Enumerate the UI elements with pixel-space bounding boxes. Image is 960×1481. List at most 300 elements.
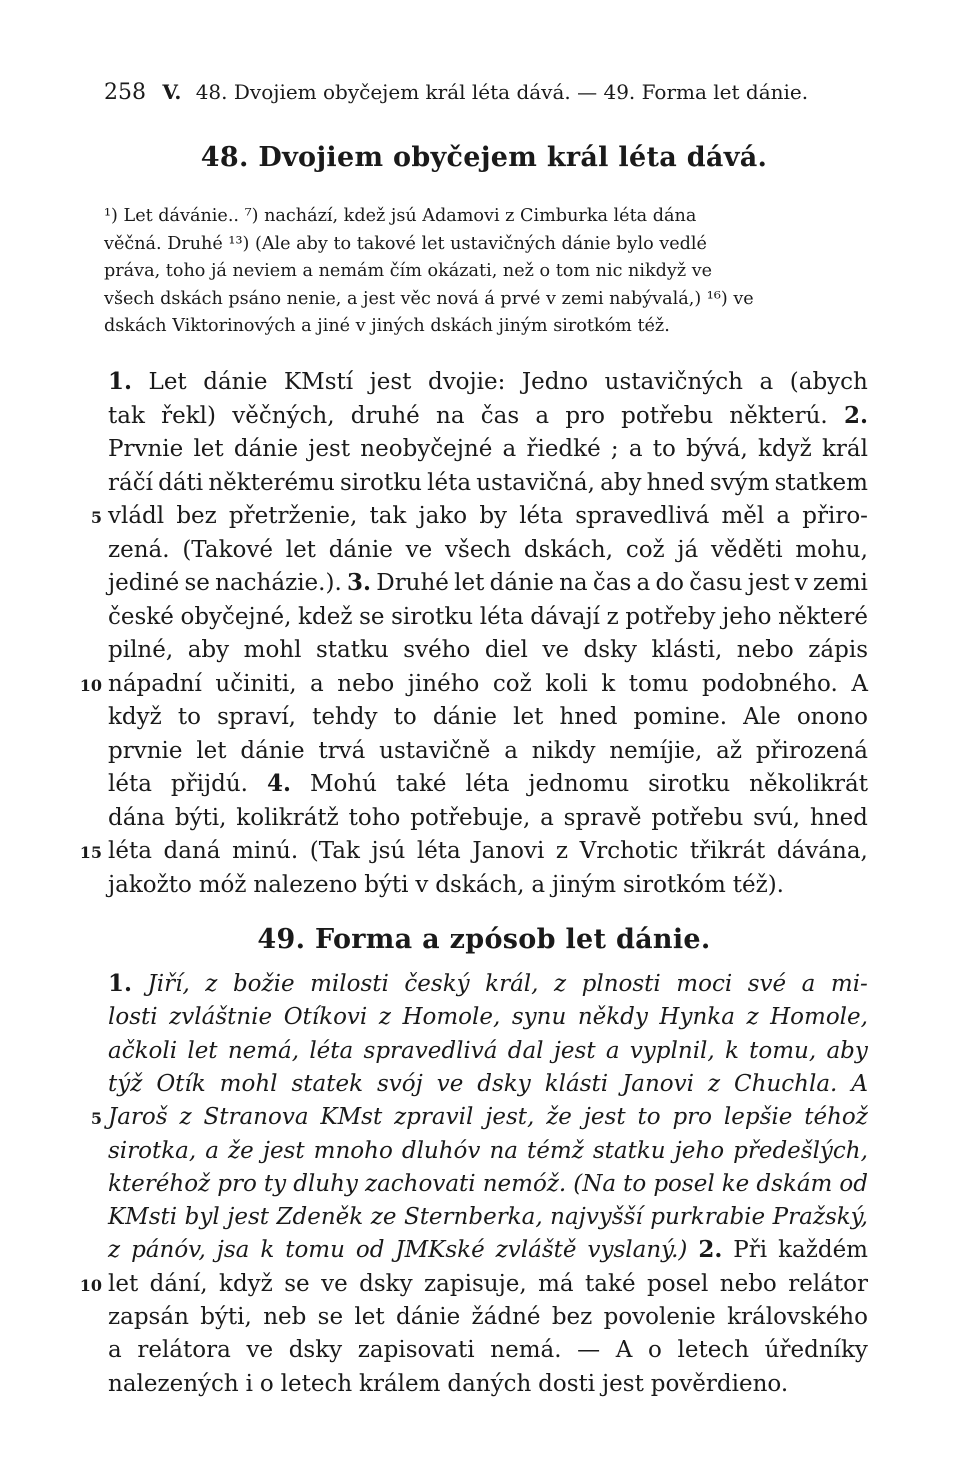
text-line	[108, 835, 868, 867]
text-line	[108, 601, 868, 633]
word: ve	[436, 1070, 464, 1097]
word: let	[196, 737, 227, 764]
word: statek	[291, 1070, 364, 1097]
word: mnoho	[313, 1137, 393, 1164]
word: mi-	[830, 971, 868, 997]
word: o	[259, 1370, 274, 1397]
word: také	[395, 771, 447, 797]
text-line	[108, 1234, 868, 1266]
word: svú,	[753, 804, 801, 831]
note-line: všech dskách psáno nenie, a jest věc nová á prvé v zemi nabývalá,) ¹⁶) ve	[104, 288, 754, 309]
word: a	[776, 503, 791, 529]
word: dluhóv	[401, 1137, 481, 1164]
word: svým	[709, 469, 770, 496]
text-line	[108, 1068, 868, 1100]
word: ustavičně	[379, 737, 491, 764]
word: jsa	[216, 1237, 250, 1264]
word: daná	[163, 838, 221, 864]
word: jiným	[551, 871, 617, 898]
text-line	[108, 1334, 868, 1366]
margin-line-number: 5	[90, 508, 102, 527]
word: purkrabie	[650, 1204, 766, 1231]
note-line: věčná. Druhé ¹³) (Ale aby to takové let ustavičných dánie bylo vedlé	[104, 233, 707, 254]
word: z	[746, 1004, 759, 1031]
word: hned	[809, 804, 868, 831]
word: své	[747, 971, 787, 997]
word: Chuchla.	[734, 1070, 838, 1097]
word: a	[628, 436, 643, 462]
word: král,	[485, 971, 539, 997]
word: potřebu	[651, 804, 744, 831]
word: se	[359, 603, 385, 630]
word: pilné,	[108, 637, 174, 663]
margin-line-number: 15	[79, 843, 102, 862]
word: léta	[519, 503, 564, 529]
word: z	[179, 1104, 192, 1131]
word: dánie	[203, 369, 268, 395]
word: k	[601, 670, 616, 697]
word: —	[577, 1337, 601, 1364]
word: ve	[542, 637, 570, 663]
word: vyplnil,	[629, 1037, 715, 1064]
word: posel	[647, 1270, 709, 1297]
word: móž	[198, 871, 247, 898]
word: spravě	[563, 804, 642, 831]
word: hned	[646, 469, 705, 496]
word: žádné	[471, 1304, 541, 1330]
text-line	[108, 1201, 868, 1233]
word: Prvnie	[108, 436, 184, 462]
word: pro	[565, 402, 605, 429]
word: a	[531, 871, 546, 898]
word: letech	[280, 1370, 353, 1397]
word: bez	[551, 1304, 593, 1330]
text-line	[108, 433, 868, 465]
word: jest	[553, 1037, 596, 1064]
word: dsky	[477, 1070, 531, 1097]
word: dávána,	[776, 838, 868, 864]
text-line	[108, 534, 868, 566]
word: času	[689, 570, 743, 596]
page-number: 258	[104, 80, 146, 105]
word: byl	[184, 1204, 220, 1231]
word: klásti	[544, 1070, 609, 1097]
word: tomu	[628, 670, 689, 697]
word: potřebuje,	[410, 804, 531, 831]
word: býti,	[200, 1304, 252, 1330]
word: mohu,	[795, 536, 868, 563]
word: aby	[187, 637, 230, 663]
word: letech	[677, 1337, 750, 1364]
word: zachovati	[364, 1170, 476, 1197]
word: přijdú.	[170, 771, 248, 797]
word: jeho	[722, 603, 772, 630]
text-line	[108, 634, 868, 666]
word: aby	[826, 1037, 868, 1064]
word: (Tak	[309, 838, 360, 864]
word: léta	[309, 1037, 354, 1064]
word: dánie	[489, 570, 554, 596]
word: tehdy	[312, 704, 378, 730]
text-line	[108, 968, 868, 1000]
word: ve	[405, 536, 433, 563]
word: ačkoli	[108, 1037, 178, 1064]
word: nacházie.).	[215, 570, 342, 596]
word: by	[479, 503, 508, 529]
word: A	[851, 1070, 868, 1097]
word: Hynka	[659, 1004, 735, 1031]
word: let	[108, 1270, 139, 1297]
word: nemá,	[227, 1037, 300, 1064]
word: věčných,	[232, 402, 335, 429]
word: řekl)	[161, 402, 217, 429]
word: na	[489, 1137, 518, 1164]
word: Homole,	[402, 1004, 501, 1031]
word: týž	[108, 1070, 143, 1097]
note-line: práva, toho já neviem a nemám čím okázati, než o tom nic nikdyž ve	[104, 261, 713, 281]
word: dosti	[538, 1370, 596, 1397]
word: druhé	[350, 402, 420, 429]
word: JMKské	[395, 1237, 485, 1264]
word: dvojie:	[427, 369, 506, 395]
word: přirozená	[755, 737, 868, 764]
word: jako	[418, 503, 468, 529]
word: královského	[727, 1304, 868, 1330]
word: léta	[465, 771, 510, 797]
word: jednomu	[528, 771, 630, 797]
word: dskách,	[435, 871, 525, 898]
word: pověrdieno.	[650, 1370, 789, 1397]
word: vyslaný.)	[587, 1237, 688, 1264]
word: a	[605, 1037, 620, 1064]
word: zvláštnie	[169, 1004, 273, 1031]
word: a	[540, 804, 554, 831]
word: a	[504, 737, 518, 764]
word: A	[615, 1337, 633, 1364]
word: dsky	[583, 637, 638, 663]
word: což	[625, 536, 665, 563]
word: Otíkovi	[283, 1004, 368, 1031]
word: od	[839, 1170, 868, 1197]
word: trvá	[318, 737, 366, 764]
word: bez	[176, 503, 217, 529]
word: až	[716, 737, 743, 764]
word: božie	[232, 971, 295, 997]
word: také	[585, 1270, 636, 1297]
word: Jaroš	[108, 1104, 168, 1131]
word: 2.	[843, 401, 868, 429]
word: z	[606, 603, 619, 630]
word: z	[555, 838, 569, 864]
word: dal	[507, 1037, 544, 1064]
word: potřeby	[625, 603, 716, 630]
text-line	[108, 768, 868, 800]
word: spravedlivá	[363, 1037, 498, 1064]
word: aby	[600, 469, 642, 496]
word: že	[546, 1104, 572, 1131]
word: 4.	[266, 770, 291, 797]
word: a	[801, 971, 816, 997]
word: já	[677, 536, 699, 563]
word: plnosti	[581, 971, 661, 997]
word: sirotka,	[108, 1137, 197, 1164]
word: dánie	[395, 1304, 461, 1330]
word: jest	[602, 1370, 644, 1397]
word: a	[636, 570, 651, 596]
word: sirotku	[648, 771, 731, 797]
word: měl	[721, 503, 765, 529]
word: toho	[348, 804, 401, 831]
word: jest	[369, 369, 412, 395]
word: zená.	[108, 536, 170, 563]
word: Zdeněk	[276, 1204, 364, 1231]
word: na	[436, 402, 465, 429]
word: let	[454, 570, 485, 596]
word: když	[108, 704, 162, 730]
word: milosti	[310, 971, 389, 997]
word: do	[655, 570, 685, 596]
word: ty	[263, 1170, 287, 1197]
word: též).	[732, 871, 784, 898]
word: že	[228, 1137, 254, 1164]
word: pro	[672, 1104, 713, 1131]
word: jest	[747, 570, 790, 596]
word: let	[285, 536, 316, 563]
word: nemá.	[490, 1337, 562, 1364]
word: býti,	[174, 804, 227, 831]
word: kteréhož	[108, 1170, 211, 1197]
word: přetrženie,	[228, 503, 358, 529]
text-line	[108, 1135, 868, 1167]
word: to	[177, 704, 201, 730]
word: vládl	[108, 503, 165, 529]
word: jest	[308, 436, 351, 462]
word: bývá,	[686, 436, 748, 462]
word: v	[415, 871, 429, 898]
section-49-title: 49. Forma a zpósob let dánie.	[257, 924, 711, 955]
word: ze	[370, 1204, 397, 1231]
section-48-notes	[104, 203, 868, 341]
word: nikdy	[531, 737, 596, 764]
text-line	[108, 1035, 868, 1067]
word: dávají	[530, 603, 600, 630]
word: má	[538, 1270, 574, 1297]
word: na	[559, 570, 588, 596]
word: to	[652, 436, 676, 462]
word: spravedlivá	[575, 503, 710, 529]
word: z	[553, 971, 567, 997]
word: dánie	[233, 436, 299, 462]
text-line	[108, 400, 868, 432]
word: relátora	[137, 1337, 231, 1364]
note-line: ¹) Let dávánie.. ⁷) nachází, kdež jsú Adamovi z Cimburka léta dána	[104, 206, 697, 226]
word: což	[492, 670, 532, 697]
word: A	[851, 670, 868, 697]
margin-line-number: 5	[90, 1109, 102, 1129]
word: jediné	[108, 570, 180, 596]
word: z	[707, 1070, 721, 1097]
word: zapsán	[108, 1304, 189, 1330]
word: obyčejné,	[180, 603, 292, 630]
word: klásti,	[651, 637, 723, 663]
word: nápadní	[108, 670, 202, 697]
text-line	[108, 1168, 868, 1200]
word: 2.	[698, 1236, 723, 1264]
word: pomine.	[633, 704, 728, 730]
word: ustavičných	[604, 369, 743, 395]
word: Pražský,	[772, 1204, 868, 1231]
word: zapisovati	[357, 1337, 475, 1364]
text-line	[108, 366, 868, 398]
word: spraví,	[217, 704, 296, 730]
word: jiného	[407, 670, 480, 697]
word: tomu	[285, 1237, 345, 1264]
word: 1.	[108, 368, 133, 395]
word: tomu,	[749, 1037, 817, 1064]
word: a	[108, 1337, 122, 1364]
word: dánie	[240, 737, 305, 764]
word: KMst	[320, 1104, 383, 1131]
word: dáti	[158, 469, 204, 496]
word: ve	[321, 1270, 348, 1297]
word: jeho	[674, 1137, 725, 1164]
word: když	[219, 1270, 273, 1297]
word: jsú	[371, 838, 406, 864]
word: z	[108, 1237, 121, 1264]
word: onono	[796, 704, 868, 730]
word: to	[637, 1104, 661, 1131]
word: král	[822, 436, 868, 462]
word: sirotkóm	[622, 871, 726, 898]
note-line: dskách Viktorinových a jiné v jiných dskách jiným sirotkóm též.	[104, 316, 670, 336]
word: a	[502, 436, 517, 462]
word: let	[513, 704, 544, 730]
word: 1.	[108, 970, 133, 997]
word: někdy	[577, 1004, 648, 1031]
word: třikrát	[689, 838, 766, 864]
word: statkem	[774, 469, 868, 496]
word: český	[404, 971, 470, 997]
word: dsky	[359, 1270, 413, 1297]
word: Při	[733, 1237, 768, 1264]
word: z	[378, 1004, 391, 1031]
word: ke	[721, 1170, 750, 1197]
word: svój	[376, 1070, 423, 1097]
word: léta	[108, 838, 152, 864]
word: Stranova	[203, 1104, 309, 1131]
word: nemíjie,	[609, 737, 703, 764]
text-line	[108, 869, 868, 901]
word: z	[205, 971, 218, 997]
word: a	[759, 369, 774, 395]
word: Vrchotic	[579, 838, 679, 864]
word: jakožto	[108, 871, 192, 898]
word: čas	[592, 570, 632, 596]
word: losti	[108, 1004, 158, 1031]
word: jest	[262, 1137, 305, 1164]
word: léta	[416, 838, 461, 864]
text-line	[108, 567, 868, 599]
word: Janovi	[622, 1070, 695, 1097]
word: úředníky	[764, 1337, 868, 1364]
word: statku	[315, 637, 389, 663]
text-line	[108, 1001, 868, 1033]
word: Let	[148, 369, 187, 395]
word: mohl	[219, 1070, 278, 1097]
text-line	[108, 1301, 868, 1333]
word: kdež	[298, 603, 353, 630]
word: řiedké	[526, 436, 601, 462]
word: jest	[583, 1104, 626, 1131]
word: diel	[484, 637, 528, 663]
word: předešlých,	[733, 1137, 868, 1164]
word: to	[623, 1170, 647, 1197]
word: několikrát	[749, 771, 868, 797]
word: 3.	[347, 569, 372, 596]
word: témž	[527, 1137, 584, 1164]
word: nalezených	[108, 1370, 239, 1397]
text-line	[108, 802, 868, 834]
word: najvyšší	[550, 1204, 643, 1231]
word: Mohú	[309, 771, 377, 797]
running-header	[104, 80, 864, 105]
word: některému	[208, 469, 335, 496]
word: statku	[592, 1137, 666, 1164]
word: kolikrátž	[236, 804, 339, 831]
word: prvnie	[108, 737, 183, 764]
word: a	[310, 670, 324, 697]
word: ustavičná,	[476, 469, 595, 496]
word: se	[184, 570, 210, 596]
word: od	[355, 1237, 385, 1264]
word: přiro-	[802, 503, 868, 529]
word: nebo	[337, 670, 395, 697]
word: Homole,	[770, 1004, 868, 1031]
word: ve	[246, 1337, 274, 1364]
word: Otík	[156, 1070, 206, 1097]
word: nebo	[736, 637, 794, 663]
text-line	[108, 701, 868, 733]
word: o	[648, 1337, 662, 1364]
word: dluhy	[293, 1170, 358, 1197]
section-marker: V.	[162, 80, 182, 104]
word: i	[245, 1370, 253, 1397]
text-line	[108, 668, 868, 700]
word: posel	[653, 1170, 715, 1197]
word: učiniti,	[215, 670, 297, 697]
word: nebo	[719, 1270, 777, 1297]
word: neobyčejné	[360, 436, 493, 462]
word: se	[317, 1304, 344, 1330]
word: a	[205, 1137, 219, 1164]
word: sirotku	[339, 469, 422, 496]
word: ;	[610, 436, 619, 462]
word: Ale	[743, 704, 781, 730]
word: dánie	[432, 704, 498, 730]
word: pánóv,	[131, 1237, 206, 1264]
word: dskám	[756, 1170, 833, 1197]
word: let	[193, 436, 224, 462]
word: králem	[359, 1370, 441, 1397]
word: (abych	[789, 369, 868, 395]
word: býti	[364, 871, 409, 898]
word: povolenie	[603, 1304, 716, 1330]
word: věděti	[711, 536, 783, 563]
word: moci	[676, 971, 733, 997]
word: ráčí	[108, 469, 153, 496]
word: jest	[227, 1204, 270, 1231]
word: relátor	[788, 1270, 868, 1297]
